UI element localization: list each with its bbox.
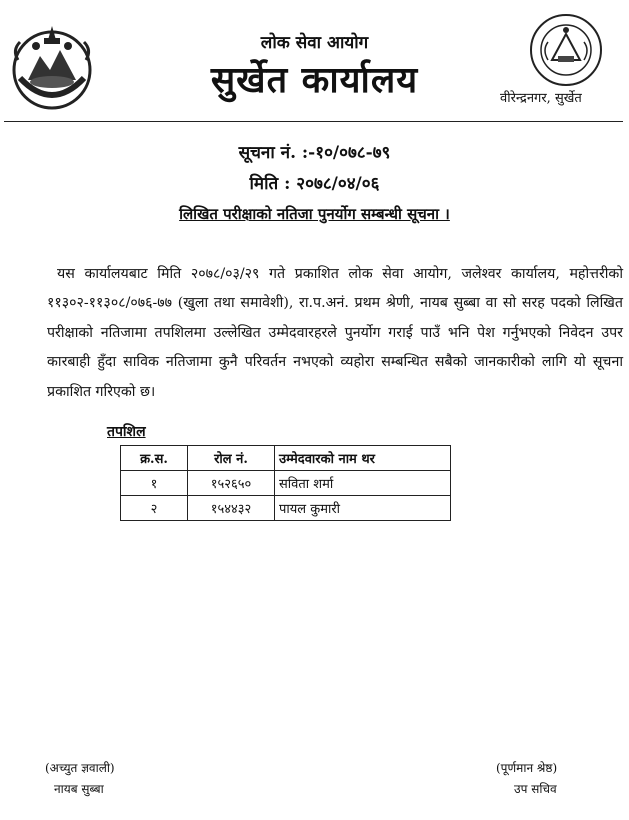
notice-subject-text: लिखित परीक्षाको नतिजा पुनर्योग सम्बन्धी सूचना । <box>179 205 450 223</box>
cell-name: पायल कुमारी <box>275 496 451 521</box>
signatory-left-title: नायब सुब्बा <box>54 782 104 796</box>
cell-serial: १ <box>121 471 188 496</box>
cell-roll: १५४४३२ <box>188 496 275 521</box>
office-name: सुर्खेत कार्यालय <box>210 59 419 101</box>
table-row <box>121 496 451 521</box>
header-divider <box>4 121 623 122</box>
notice-subject <box>0 204 629 224</box>
office-location: वीरेन्द्रनगर, सुर्खेत <box>500 91 582 106</box>
candidate-table <box>120 445 451 521</box>
table-caption: तपशिल <box>107 424 146 440</box>
table-header-row <box>121 446 451 471</box>
column-header-roll: रोल नं. <box>188 446 275 471</box>
signatory-right-title: उप सचिव <box>514 782 557 796</box>
signatory-left-name: (अच्युत ज्ञवाली) <box>45 761 115 775</box>
organization-name: लोक सेवा आयोग <box>260 33 369 53</box>
psc-seal-logo <box>528 12 604 88</box>
notice-date: मिति : २०७८/०४/०६ <box>249 174 380 194</box>
column-header-name: उम्मेदवारको नाम थर <box>275 446 451 471</box>
notice-number: सूचना नं. :-१०/०७८-७९ <box>238 143 391 163</box>
cell-name: सविता शर्मा <box>275 471 451 496</box>
column-header-serial: क्र.स. <box>121 446 188 471</box>
cell-roll: १५२६५० <box>188 471 275 496</box>
signatory-right-name: (पूर्णमान श्रेष्ठ) <box>496 761 558 775</box>
table-row <box>121 471 451 496</box>
notice-body: यस कार्यालयबाट मिति २०७८/०३/२९ गते प्रकाशित लोक सेवा आयोग, जलेश्वर कार्यालय, महोत्तरीको ११३०२-११३०८/०७६-७७ (खुला तथा समावेशी), रा.प.अनं. प्रथम श्रेणी, नायब सुब्बा वा सो सरह पदको लिखित परीक्षाको नतिजामा तपशिलमा उल्लेखित उम्मेदवारहरले पुनर्योग गराई पाउँ भनि पेश गर्नुभएको निवेदन उपर कारबाही हुँदा साविक नतिजामा कुनै परिवर्तन नभएको व्यहोरा सम्बन्धित सबैको जानकारीको लागि यो सूचना प्रकाशित गरिएको छ। <box>47 266 623 400</box>
cell-serial: २ <box>121 496 188 521</box>
